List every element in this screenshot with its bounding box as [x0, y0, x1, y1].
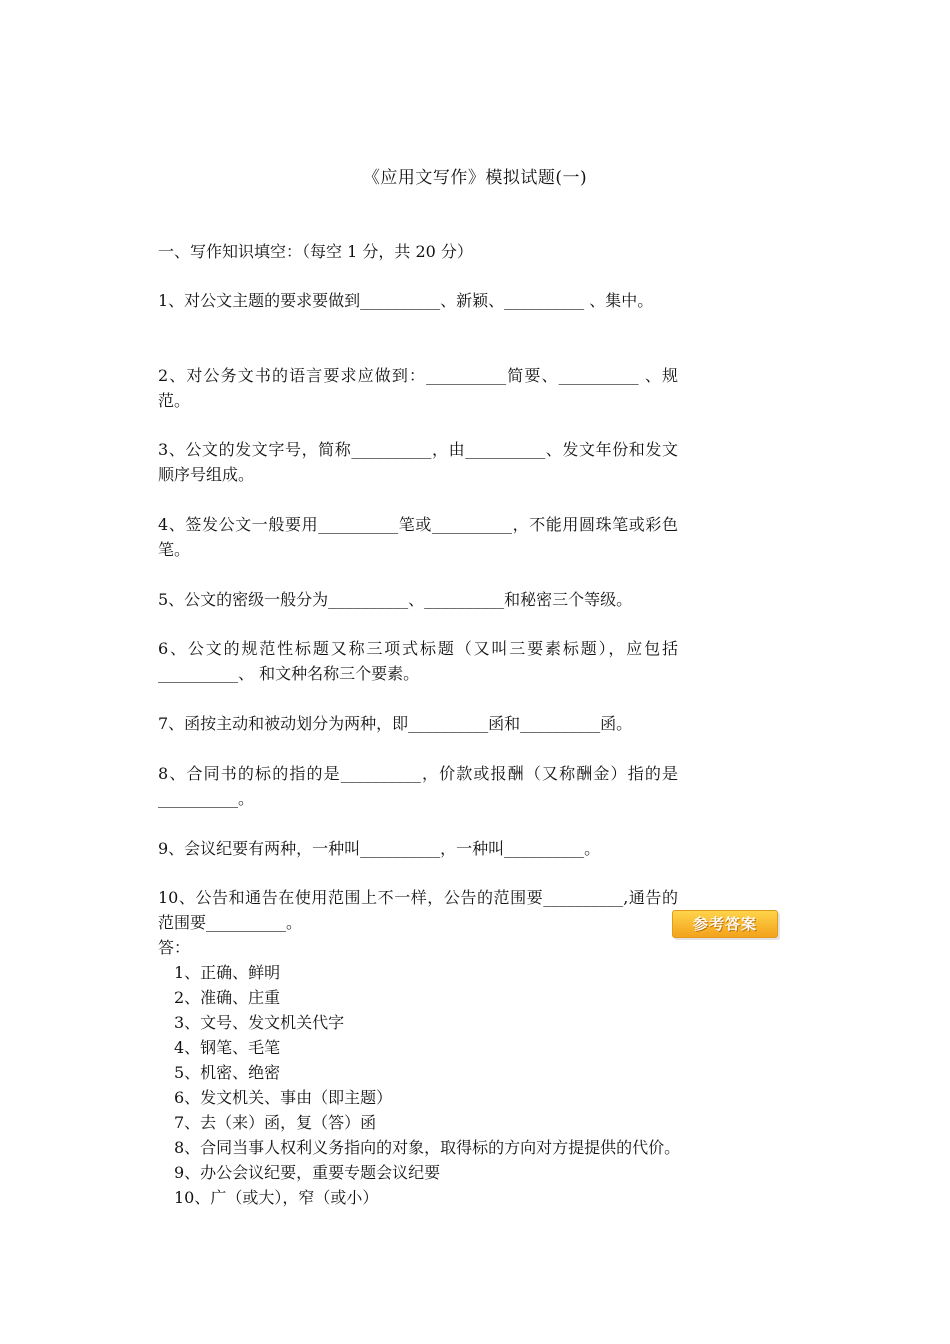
question-item: 9、会议纪要有两种，一种叫__________，一种叫__________。	[158, 839, 601, 858]
answer-item: 7、去（来）函，复（答）函	[174, 1113, 377, 1132]
answer-item: 9、办公会议纪要，重要专题会议纪要	[174, 1163, 441, 1182]
question-item: 2、对公务文书的语言要求应做到：__________简要、__________ 、规范。	[158, 366, 678, 410]
question-item: 1、对公文主题的要求要做到__________、新颖、__________ 、集中。	[158, 291, 654, 310]
answer-item: 3、文号、发文机关代字	[174, 1013, 345, 1032]
question-item: 8、合同书的标的指的是__________，价款或报酬（又称酬金）指的是__________。	[158, 764, 678, 808]
question-item: 3、公文的发文字号，简称__________，由__________、发文年份和发文顺序号组成。	[158, 440, 678, 484]
page-title: 《应用文写作》模拟试题(一)	[362, 168, 588, 188]
answer-item: 4、钢笔、毛笔	[174, 1038, 281, 1057]
answer-item: 10、广（或大），窄（或小）	[174, 1188, 379, 1207]
question-item: 4、签发公文一般要用__________笔或__________，不能用圆珠笔或彩色笔。	[158, 515, 678, 559]
section-heading: 一、写作知识填空：（每空 1 分，共 20 分）	[158, 242, 473, 261]
answer-item: 5、机密、绝密	[174, 1063, 281, 1082]
answer-list	[174, 960, 680, 1210]
answer-item: 6、发文机关、事由（即主题）	[174, 1088, 393, 1107]
answer-item: 1、正确、鲜明	[174, 963, 281, 982]
question-item: 10、公告和通告在使用范围上不一样，公告的范围要__________,通告的范围要__________。	[158, 888, 678, 932]
question-item: 5、公文的密级一般分为__________、__________和秘密三个等级。	[158, 590, 633, 609]
answer-badge[interactable]: 参考答案	[672, 910, 778, 938]
answer-item: 8、合同当事人权利义务指向的对象，取得标的方向对方提提供的代价。	[174, 1138, 681, 1157]
answer-label: 答：	[158, 938, 191, 957]
question-item: 7、函按主动和被动划分为两种，即__________函和__________函。	[158, 714, 633, 733]
question-item: 6、公文的规范性标题又称三项式标题（又叫三要素标题），应包括__________、 和文种名称三个要素。	[158, 639, 678, 683]
answer-item: 2、准确、庄重	[174, 988, 281, 1007]
